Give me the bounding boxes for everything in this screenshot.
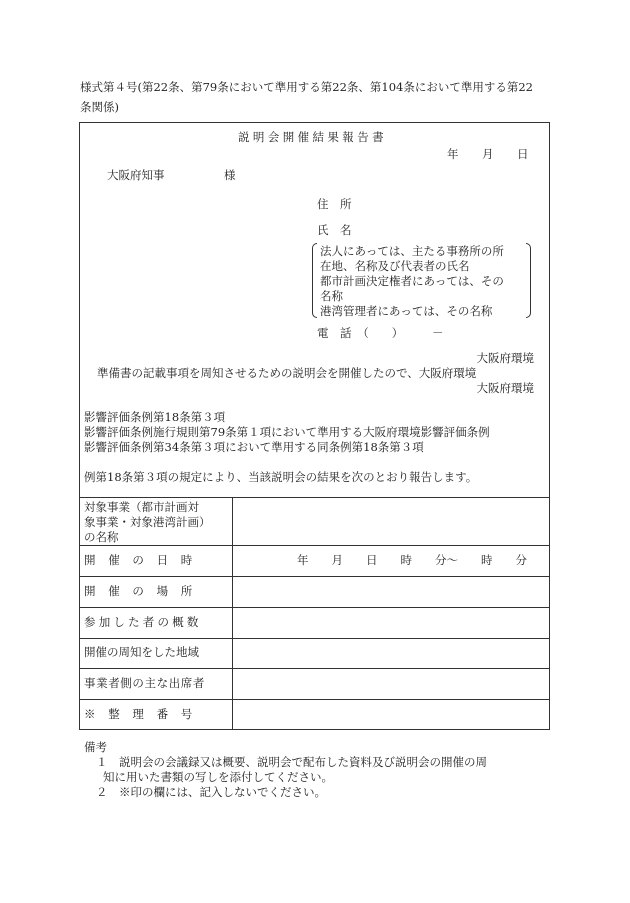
reference-line-1: 影響評価条例第18条第３項	[84, 410, 226, 424]
notes-heading: 備考	[84, 740, 107, 754]
date-day-label: 日	[517, 147, 529, 161]
table-rule	[79, 638, 550, 639]
row-label-attendance: 参加した者の概数	[84, 615, 202, 629]
applicant-note-line: 在地、名称及び代表者の氏名	[320, 259, 470, 273]
form-title: 説明会開催結果報告書	[238, 130, 387, 144]
table-rule	[79, 607, 550, 608]
addressee-name: 大阪府知事	[107, 168, 165, 182]
env-label-top: 大阪府環境	[476, 351, 534, 365]
date-year-label: 年	[447, 147, 459, 161]
row-label-venue: 開 催 の 場 所	[84, 584, 193, 598]
note-bracket-right	[526, 243, 531, 318]
applicant-note-line: 名称	[320, 289, 343, 303]
address-label: 住 所	[317, 197, 352, 211]
project-name-label: の名称	[84, 530, 119, 544]
table-rule	[79, 545, 550, 546]
row-label-datetime: 開 催 の 日 時	[84, 553, 193, 567]
row-label-attendees: 事業者側の主な出席者	[84, 676, 205, 690]
addressee-honorific: 様	[224, 168, 236, 182]
note-item-2: ２ ※印の欄には、記入しないでください。	[96, 785, 326, 799]
name-label: 氏 名	[317, 223, 352, 237]
table-rule	[79, 497, 550, 498]
datetime-value: 年 月 日 時 分～ 時 分	[297, 553, 527, 567]
applicant-note-line: 港湾管理者にあっては、その名称	[320, 304, 493, 318]
project-name-label: 象事業・対象港湾計画）	[84, 515, 211, 529]
phone-label: 電 話 （ ） －	[317, 326, 444, 340]
note-item-1: １ 説明会の会議録又は概要、説明会で配布した資料及び説明会の開催の周	[96, 755, 487, 769]
table-rule	[79, 668, 550, 669]
applicant-note-line: 法人にあっては、主たる事務所の所	[320, 244, 504, 258]
env-label-bottom: 大阪府環境	[476, 381, 534, 395]
row-label-notified-area: 開催の周知をした地域	[84, 645, 199, 659]
form-number-line-2: 条関係)	[80, 100, 119, 114]
table-rule	[79, 576, 550, 577]
reference-line-3: 影響評価条例第34条第３項において準用する同条例第18条第３項	[84, 440, 424, 454]
reference-line-2: 影響評価条例施行規則第79条第１項において準用する大阪府環境影響評価条例	[84, 425, 490, 439]
applicant-note-line: 都市計画決定権者にあっては、その	[320, 274, 504, 288]
table-rule	[79, 699, 550, 700]
row-label-reference-number: ※ 整 理 番 号	[84, 707, 193, 721]
form-number-line-1: 様式第４号(第22条、第79条において準用する第22条、第104条において準用する第22	[80, 80, 533, 94]
note-item-1-continued: 知に用いた書類の写しを添付してください。	[103, 770, 333, 784]
closing-sentence: 例第18条第３項の規定により、当該説明会の結果を次のとおり報告します。	[84, 470, 478, 484]
note-bracket-left	[312, 243, 317, 318]
table-column-divider	[232, 497, 233, 730]
report-sentence: 準備書の記載事項を周知させるための説明会を開催したので、大阪府環境	[97, 366, 477, 380]
project-name-label: 対象事業（都市計画対	[84, 500, 199, 514]
date-month-label: 月	[482, 147, 494, 161]
